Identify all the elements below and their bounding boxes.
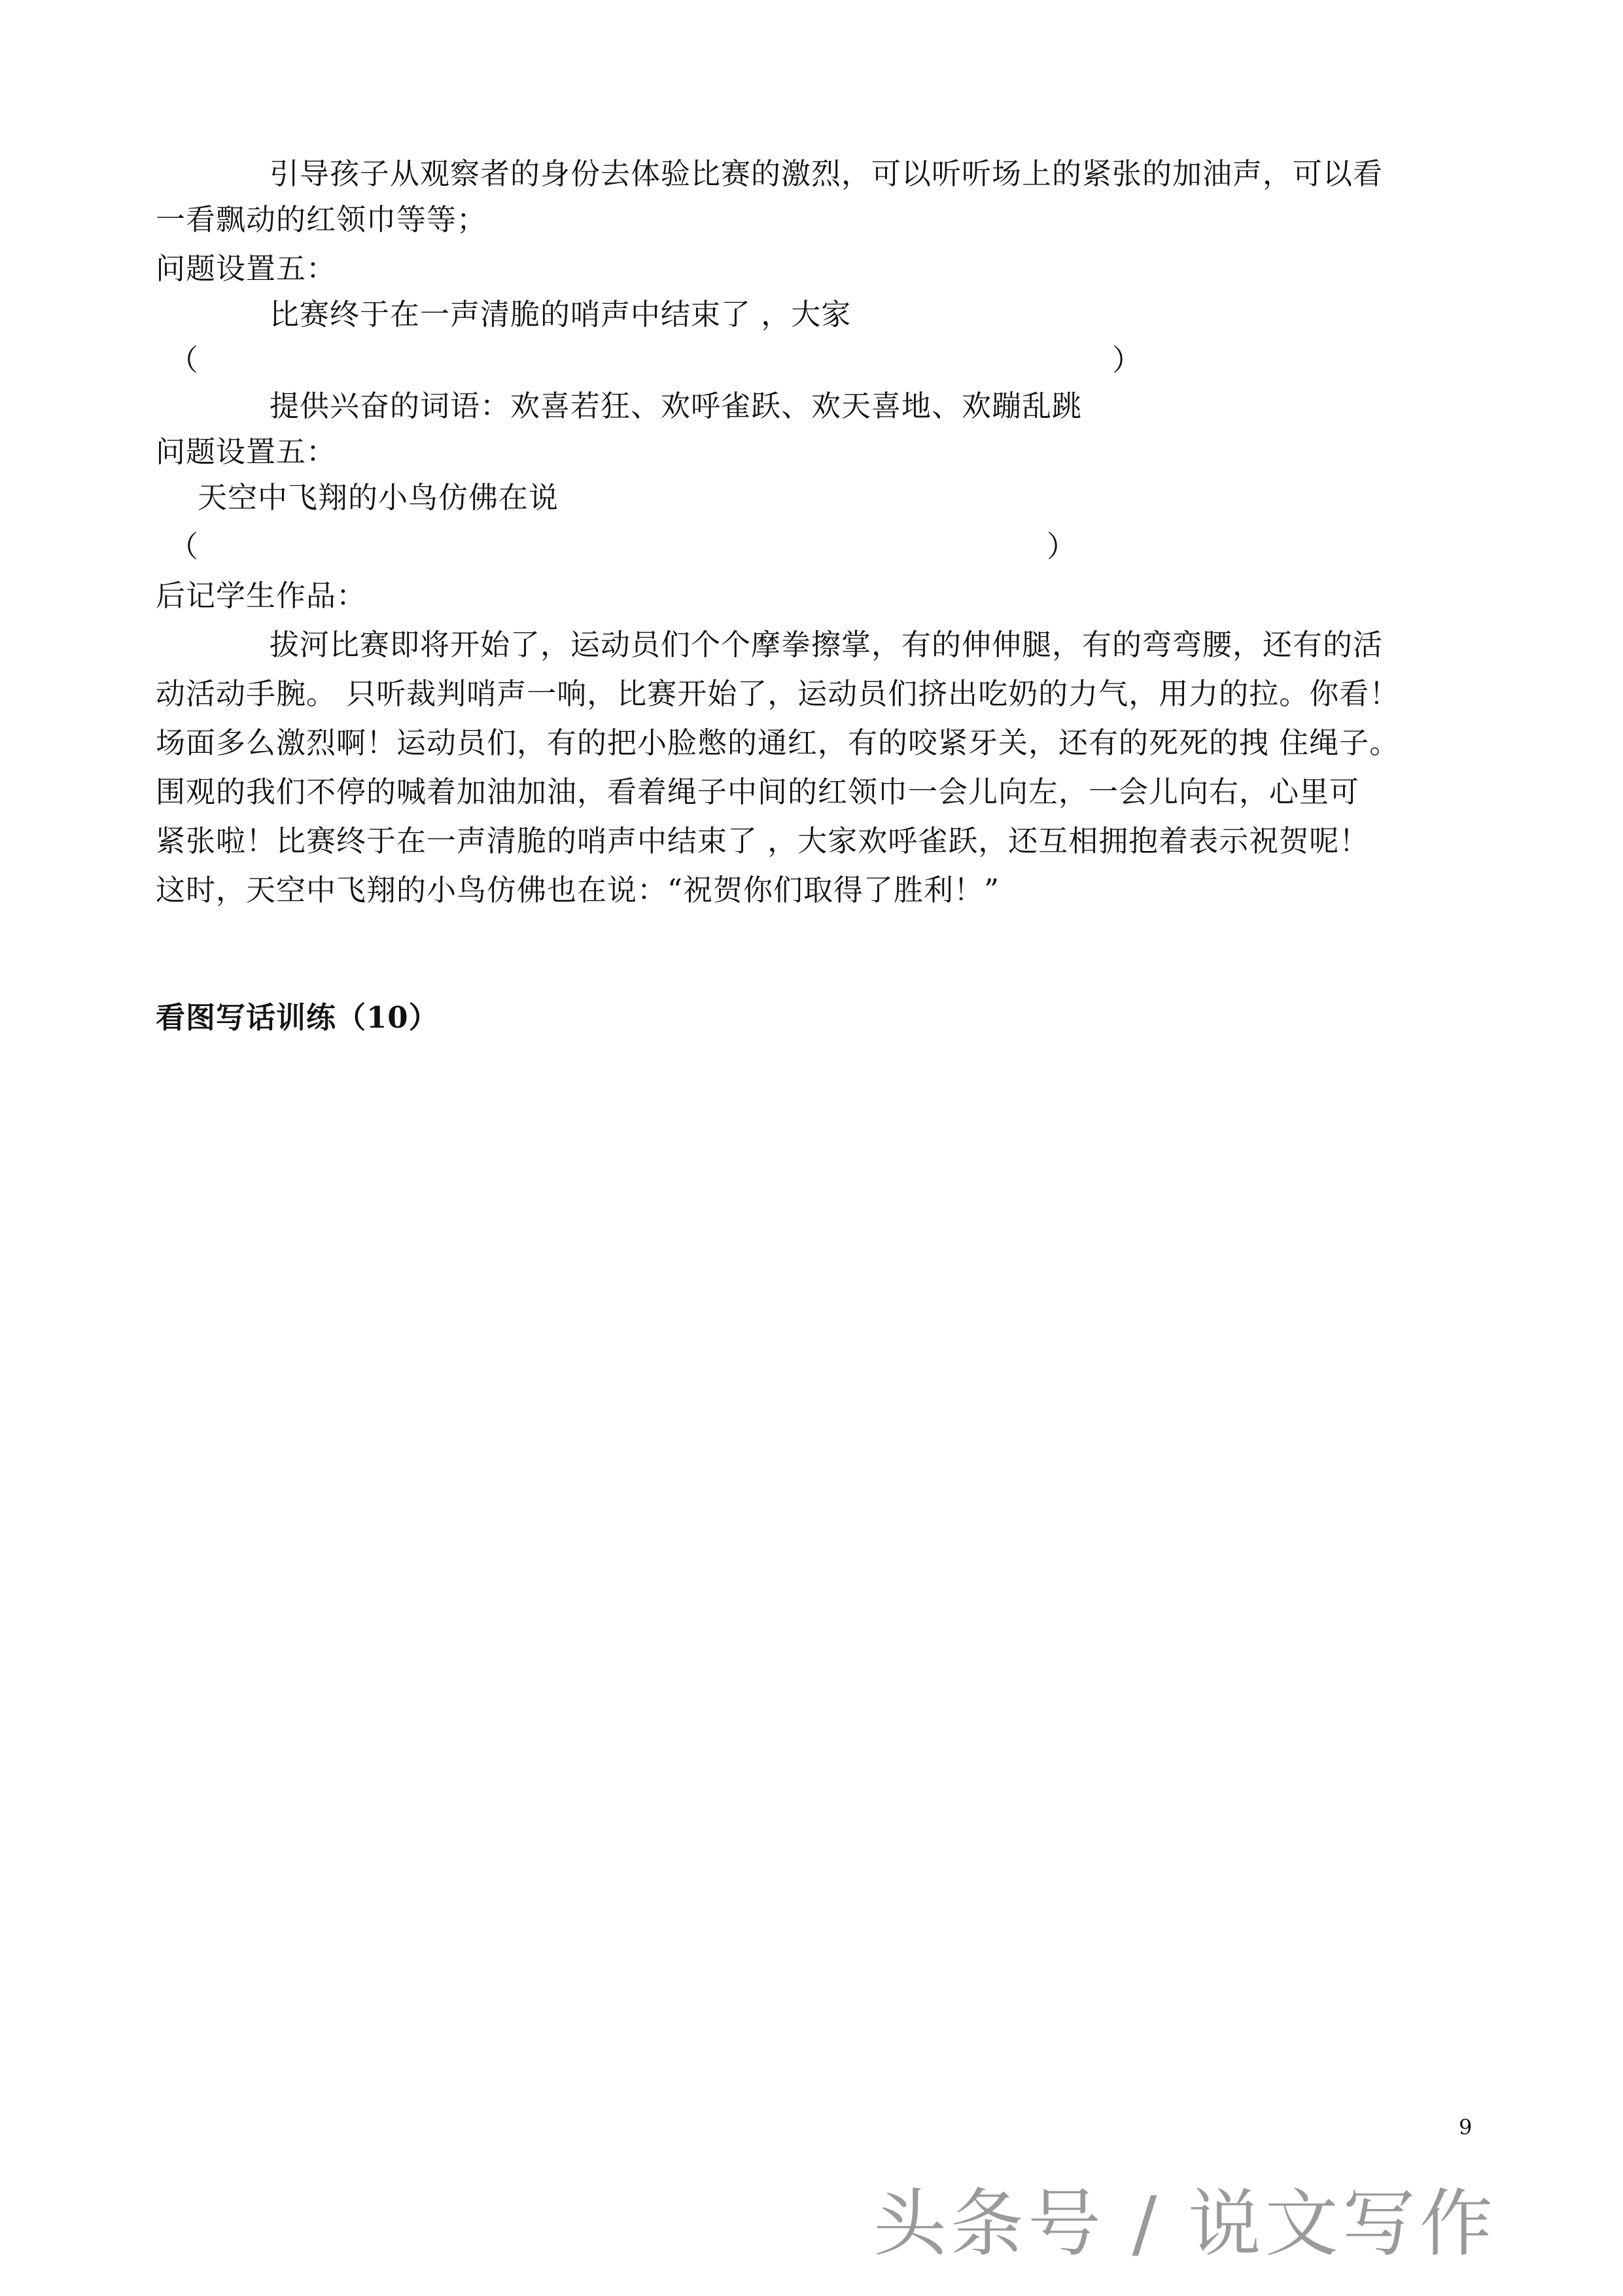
answer-open-paren-5b: （ <box>169 529 200 564</box>
question-prompt-5b: 天空中飞翔的小鸟仿佛在说 <box>198 480 559 515</box>
question-prompt-5a: 比赛终于在一声清脆的哨声中结束了 ，大家 <box>270 297 852 332</box>
question-heading-5b: 问题设置五： <box>156 434 337 469</box>
answer-close-paren-5b: ） <box>1047 529 1077 564</box>
page-number: 9 <box>1459 2115 1473 2140</box>
section-title: 看图写话训练（10） <box>156 1000 439 1035</box>
suggested-words-5a: 提供兴奋的词语：欢喜若狂、欢呼雀跃、欢天喜地、欢蹦乱跳 <box>270 389 1083 423</box>
student-work-heading: 后记学生作品： <box>156 578 367 613</box>
question-heading-5a: 问题设置五： <box>156 251 337 286</box>
essay-line: 动活动手腕。 只听裁判哨声一响，比赛开始了，运动员们挤出吃奶的力气，用力的拉。你看！ <box>156 676 1400 711</box>
answer-open-paren-5a: （ <box>169 343 200 377</box>
essay-line: 场面多么激烈啊！运动员们，有的把小脸憋的通红，有的咬紧牙关，还有的死死的拽 住绳子。 <box>156 725 1400 760</box>
intro-line-1: 引导孩子从观察者的身份去体验比赛的激烈，可以听听场上的紧张的加油声，可以看 <box>270 156 1384 191</box>
answer-close-paren-5a: ） <box>1112 343 1143 377</box>
essay-line: 拔河比赛即将开始了，运动员们个个摩拳擦掌，有的伸伸腿，有的弯弯腰，还有的活 <box>270 627 1384 662</box>
intro-line-2: 一看飘动的红领巾等等； <box>156 202 487 237</box>
essay-line: 围观的我们不停的喊着加油加油，看着绳子中间的红领巾一会儿向左，一会儿向右，心里可 <box>156 774 1360 809</box>
essay-line: 这时，天空中飞翔的小鸟仿佛也在说：“祝贺你们取得了胜利！” <box>156 873 1000 907</box>
essay-line: 紧张啦！比赛终于在一声清脆的哨声中结束了 ，大家欢呼雀跃，还互相拥抱着表示祝贺呢！ <box>156 824 1370 858</box>
watermark-text: 头条号 / 说文写作 <box>873 2182 1497 2267</box>
